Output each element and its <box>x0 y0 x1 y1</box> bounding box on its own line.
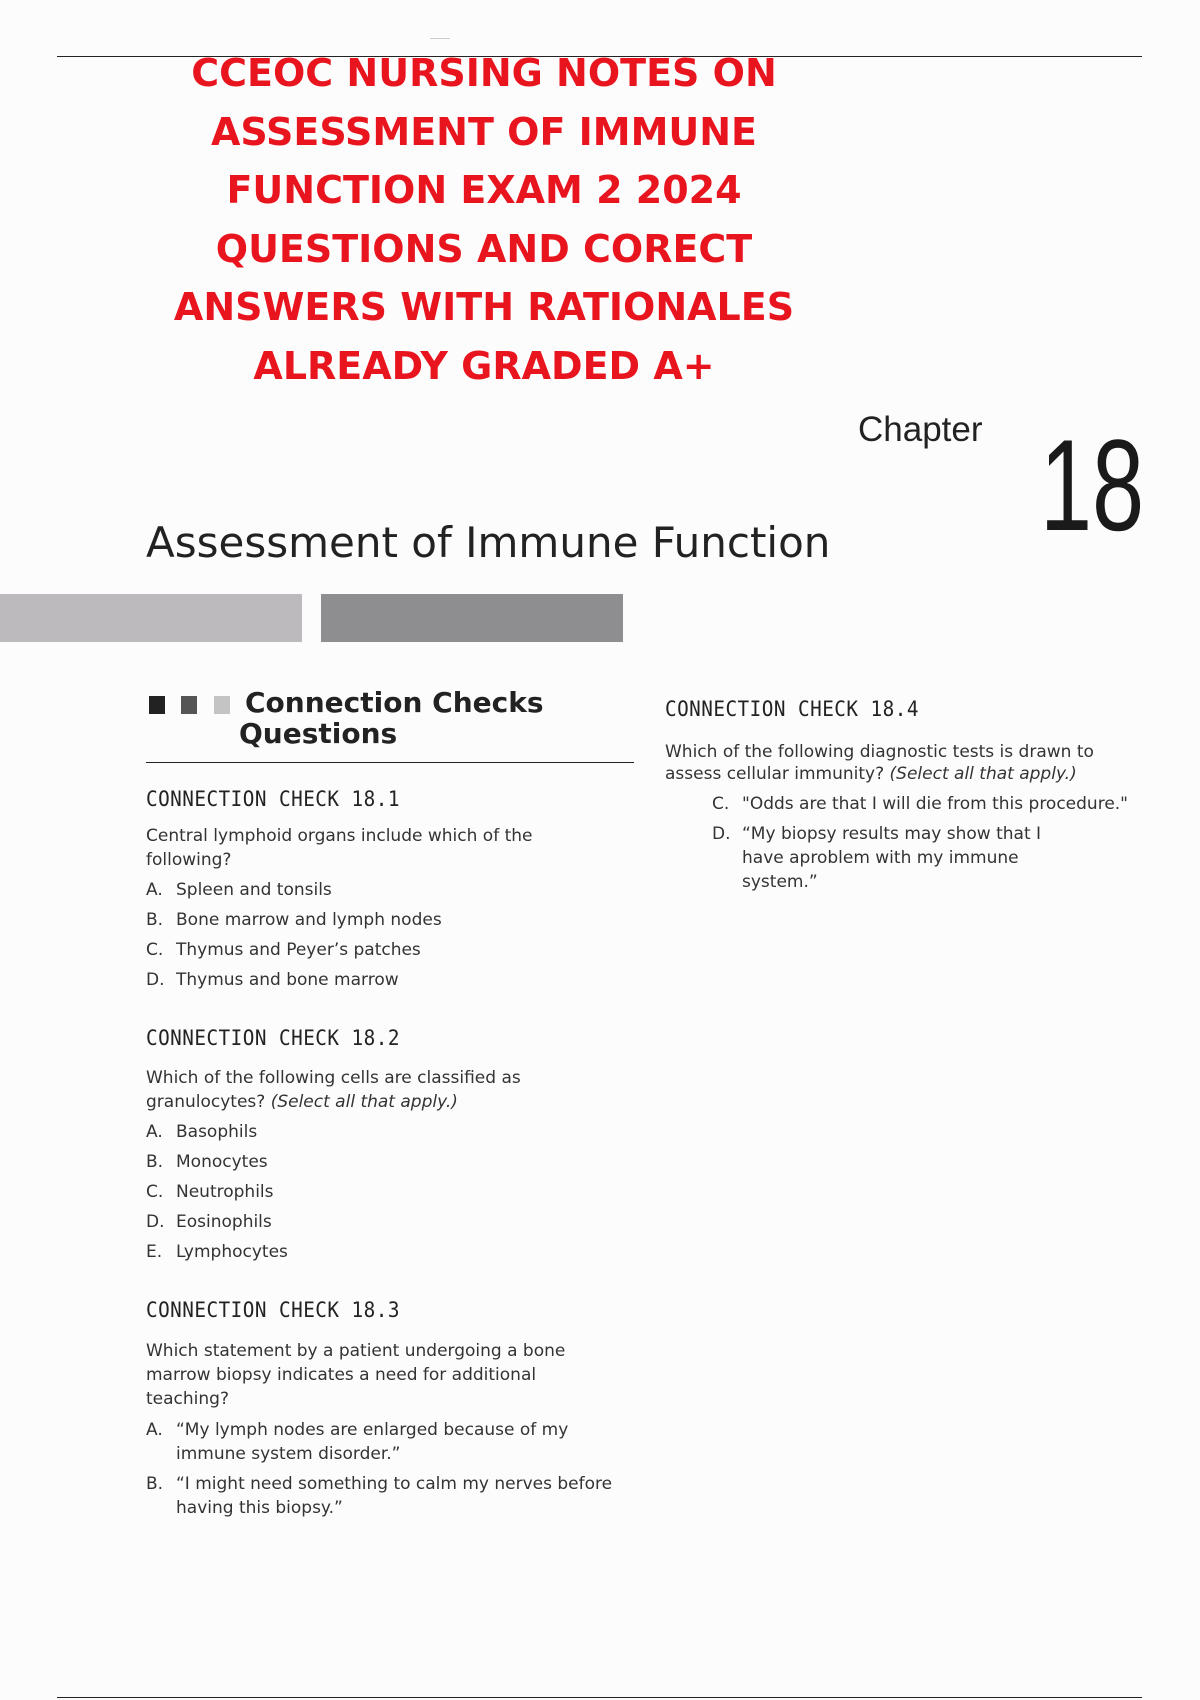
question-text: granulocytes? (Select all that apply.) <box>146 1092 458 1112</box>
question-text: marrow biopsy indicates a need for additional <box>146 1365 537 1385</box>
answer-option: A. Spleen and tonsils <box>146 880 332 900</box>
answer-option: D. Thymus and bone marrow <box>146 970 399 990</box>
bottom-rule <box>57 1697 1142 1698</box>
answer-option: B. Monocytes <box>146 1152 268 1172</box>
answer-option: E. Lymphocytes <box>146 1242 288 1262</box>
cc-heading-18-2: CONNECTION CHECK 18.2 <box>146 1026 400 1050</box>
question-text: Central lymphoid organs include which of the <box>146 826 533 846</box>
square-bullet-icon <box>149 696 165 714</box>
answer-option: D. “My biopsy results may show that I have aproblem with my immune system.” <box>712 824 1042 892</box>
answer-option: C. "Odds are that I will die from this procedure." <box>712 794 1129 814</box>
title-line: ALREADY GRADED A+ <box>253 343 715 388</box>
answer-option: C. Neutrophils <box>146 1182 274 1202</box>
cc-heading-18-1: CONNECTION CHECK 18.1 <box>146 787 400 811</box>
answer-option: C. Thymus and Peyer’s patches <box>146 940 421 960</box>
chapter-number: 18 <box>1040 412 1145 558</box>
question-text: teaching? <box>146 1389 229 1409</box>
top-mark <box>430 38 450 39</box>
answer-option: B. “I might need something to calm my nerves before having this biopsy.” <box>146 1474 613 1518</box>
section-title: Questions <box>239 717 398 750</box>
square-bullet-icon <box>181 696 197 714</box>
section-rule <box>146 762 634 763</box>
question-text: Which statement by a patient undergoing a bone <box>146 1341 566 1361</box>
section-title: Connection Checks <box>245 686 544 719</box>
cc-heading-18-4: CONNECTION CHECK 18.4 <box>665 697 919 721</box>
question-text: assess cellular immunity? (Select all that apply.) <box>665 764 1077 784</box>
chapter-label: Chapter <box>858 410 983 449</box>
decorative-band-light <box>0 594 302 642</box>
title-line: ANSWERS WITH RATIONALES <box>173 285 795 329</box>
question-text: Which of the following diagnostic tests is drawn to <box>665 742 1094 762</box>
title-line: CCEOC NURSING NOTES ON <box>191 51 777 95</box>
question-text: Which of the following cells are classified as <box>146 1068 521 1088</box>
title-line: FUNCTION EXAM 2 2024 <box>226 168 742 212</box>
answer-option: D. Eosinophils <box>146 1212 272 1232</box>
chapter-title: Assessment of Immune Function <box>146 518 831 567</box>
document-title <box>100 44 868 395</box>
question-text: following? <box>146 850 232 870</box>
answer-option: A. “My lymph nodes are enlarged because of my immune system disorder.” <box>146 1420 569 1464</box>
decorative-band-dark <box>321 594 623 642</box>
cc-heading-18-3: CONNECTION CHECK 18.3 <box>146 1298 400 1322</box>
answer-option: A. Basophils <box>146 1122 258 1142</box>
answer-option: B. Bone marrow and lymph nodes <box>146 910 442 930</box>
square-bullet-icon <box>214 696 230 714</box>
title-line: QUESTIONS AND CORECT <box>215 226 753 271</box>
title-line: ASSESSMENT OF IMMUNE <box>210 109 758 154</box>
